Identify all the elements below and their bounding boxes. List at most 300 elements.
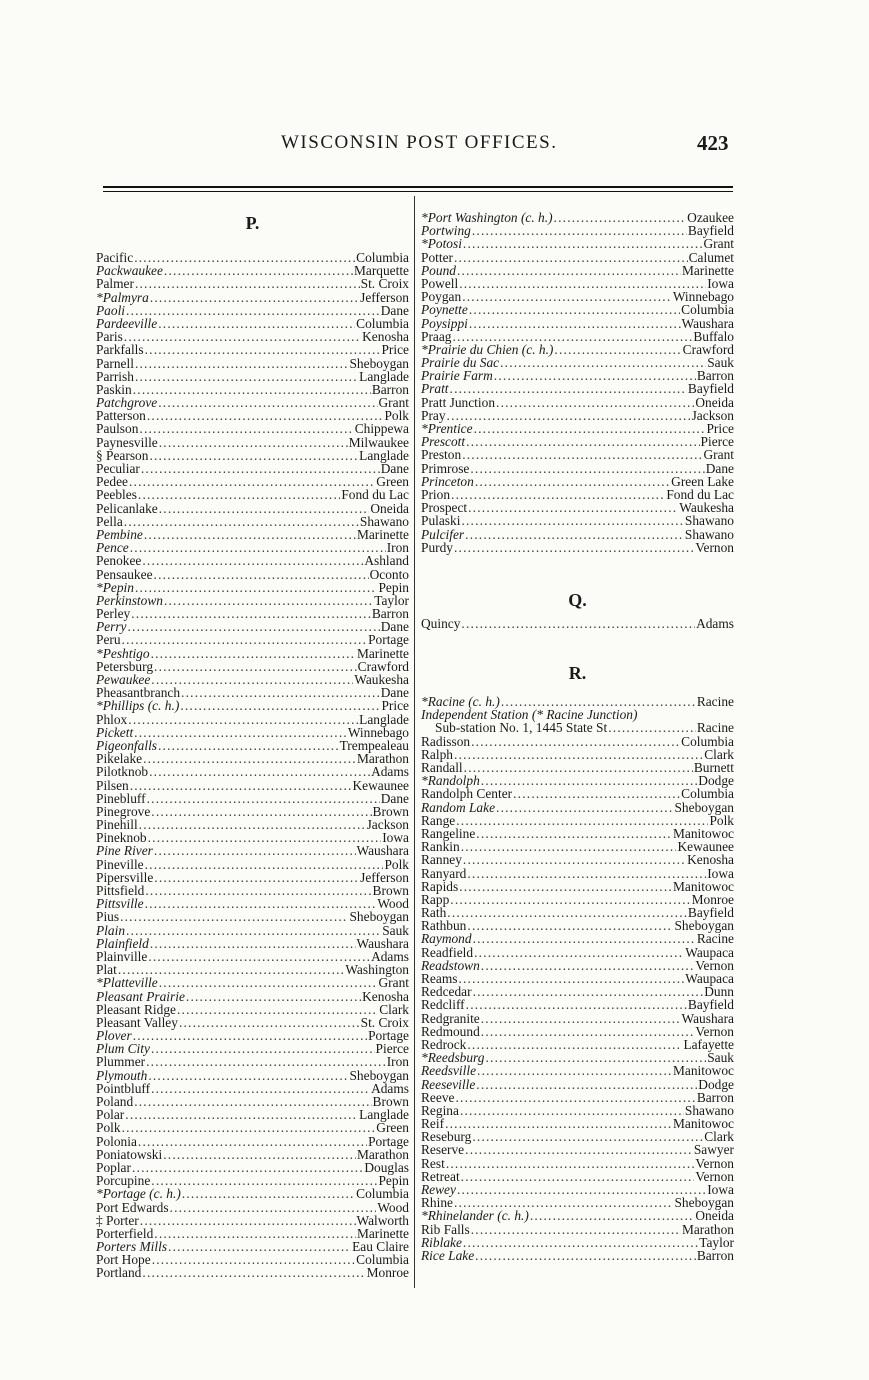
county-name: Langlade bbox=[359, 711, 409, 727]
county-name: Oneida bbox=[370, 500, 409, 516]
county-name: Portage bbox=[368, 1028, 409, 1044]
county-name: Barron bbox=[696, 1089, 734, 1105]
post-office-entry bbox=[421, 251, 734, 264]
dot-leader bbox=[133, 383, 371, 396]
post-office-entry bbox=[96, 1148, 409, 1161]
post-office-entry bbox=[96, 1187, 409, 1200]
post-office-entry bbox=[421, 617, 734, 630]
post-office-name: Plainfield bbox=[96, 935, 149, 951]
post-office-name: Palmer bbox=[96, 276, 134, 292]
post-office-entry bbox=[96, 528, 409, 541]
dot-leader bbox=[459, 277, 706, 290]
county-name: Monroe bbox=[366, 1265, 409, 1281]
post-office-name: Pelicanlake bbox=[96, 500, 158, 516]
county-name: Langlade bbox=[359, 1107, 409, 1123]
post-office-entry bbox=[96, 1266, 409, 1279]
post-office-entry bbox=[421, 814, 734, 827]
county-name: Waushara bbox=[356, 935, 409, 951]
post-office-name: Reeseville bbox=[421, 1076, 476, 1092]
post-office-name: Rangeline bbox=[421, 825, 476, 841]
county-name: Waushara bbox=[356, 843, 409, 859]
post-office-name: Redcedar bbox=[421, 984, 472, 1000]
post-office-entry bbox=[96, 291, 409, 304]
dot-leader bbox=[513, 787, 680, 800]
post-office-name: *Potosi bbox=[421, 236, 462, 252]
post-office-name: Quincy bbox=[421, 615, 461, 631]
dot-leader bbox=[450, 893, 690, 906]
dot-leader bbox=[463, 853, 686, 866]
county-name: Kewaunee bbox=[352, 777, 409, 793]
post-office-name: Randall bbox=[421, 760, 463, 775]
post-office-entry bbox=[96, 554, 409, 567]
post-office-entry bbox=[96, 620, 409, 633]
post-office-name: Pulaski bbox=[421, 513, 461, 529]
post-office-entry bbox=[96, 462, 409, 475]
county-name: Vernon bbox=[695, 957, 734, 973]
post-office-entry bbox=[421, 880, 734, 893]
dot-leader bbox=[462, 290, 672, 303]
county-name: Adams bbox=[696, 615, 734, 631]
post-office-entry bbox=[96, 515, 409, 528]
post-office-entry bbox=[421, 1078, 734, 1091]
dot-leader bbox=[473, 985, 704, 998]
county-name: Oconto bbox=[369, 566, 409, 582]
dot-leader bbox=[481, 959, 695, 972]
dot-leader bbox=[129, 475, 375, 488]
dot-leader bbox=[126, 304, 380, 317]
column-divider bbox=[414, 196, 415, 1288]
post-office-name: *Portage (c. h.) bbox=[96, 1186, 181, 1202]
county-name: Sauk bbox=[707, 1050, 734, 1066]
dot-leader bbox=[475, 475, 670, 488]
dot-leader bbox=[151, 673, 353, 686]
county-name: Sheboygan bbox=[349, 1067, 409, 1083]
county-name: Iron bbox=[386, 540, 409, 556]
dot-leader bbox=[182, 1187, 355, 1200]
county-name: Adams bbox=[371, 1080, 409, 1096]
post-office-name: *Peshtigo bbox=[96, 645, 150, 661]
county-name: Pepin bbox=[378, 1173, 409, 1189]
post-office-name: Parkfalls bbox=[96, 342, 144, 358]
post-office-name: Pineville bbox=[96, 856, 144, 872]
post-office-name: Ranyard bbox=[421, 865, 467, 881]
dot-leader bbox=[164, 594, 373, 607]
county-name: Portage bbox=[368, 632, 409, 648]
post-office-name: Prairie du Sac bbox=[421, 355, 500, 371]
dot-leader bbox=[144, 528, 356, 541]
post-office-entry bbox=[421, 1170, 734, 1183]
post-office-entry bbox=[96, 1082, 409, 1095]
p-continued-list bbox=[421, 211, 734, 554]
post-office-name: Praag bbox=[421, 328, 452, 344]
post-office-name: Redrock bbox=[421, 1036, 467, 1052]
county-name: Columbia bbox=[681, 302, 734, 318]
dot-leader bbox=[464, 761, 693, 774]
post-office-name: *Rhinelander (c. h.) bbox=[421, 1208, 529, 1224]
post-office-name: Polonia bbox=[96, 1133, 137, 1149]
post-office-entry bbox=[96, 647, 409, 660]
post-office-entry bbox=[96, 370, 409, 383]
dot-leader bbox=[128, 713, 358, 726]
county-name: Manitowoc bbox=[673, 878, 734, 894]
county-name: Barron bbox=[371, 606, 409, 622]
dot-leader bbox=[154, 844, 356, 857]
county-name: Fond du Lac bbox=[341, 487, 409, 503]
dot-leader bbox=[132, 1161, 363, 1174]
county-name: Portage bbox=[368, 1133, 409, 1149]
dot-leader bbox=[455, 1091, 695, 1104]
county-name: Vernon bbox=[695, 1168, 734, 1184]
county-name: Vernon bbox=[695, 539, 734, 555]
post-office-entry bbox=[96, 910, 409, 923]
post-office-entry bbox=[421, 1236, 734, 1249]
county-name: Barron bbox=[696, 1247, 734, 1263]
post-office-name: Poygan bbox=[421, 289, 462, 305]
post-office-name: Pipersville bbox=[96, 869, 154, 885]
dot-leader bbox=[463, 237, 703, 250]
county-name: Manitowoc bbox=[673, 1063, 734, 1079]
county-name: Taylor bbox=[374, 592, 409, 608]
county-name: Kenosha bbox=[362, 988, 409, 1004]
dot-leader bbox=[145, 858, 384, 871]
county-name: Polk bbox=[384, 856, 409, 872]
dot-leader bbox=[469, 303, 680, 316]
county-name: Jefferson bbox=[360, 869, 409, 885]
county-name: Grant bbox=[703, 236, 734, 252]
post-office-entry bbox=[421, 1209, 734, 1222]
post-office-name: Potter bbox=[421, 249, 453, 265]
post-office-entry bbox=[96, 607, 409, 620]
county-name: Taylor bbox=[699, 1234, 734, 1250]
post-office-name: Plum City bbox=[96, 1041, 150, 1057]
dot-leader bbox=[142, 554, 363, 567]
post-office-entry bbox=[421, 1157, 734, 1170]
county-name: Iowa bbox=[382, 830, 409, 846]
post-office-entry bbox=[96, 541, 409, 554]
post-office-name: Regina bbox=[421, 1102, 459, 1118]
county-name: St. Croix bbox=[360, 1014, 409, 1030]
post-office-entry bbox=[421, 330, 734, 343]
county-name: Douglas bbox=[364, 1159, 409, 1175]
dot-leader bbox=[181, 686, 380, 699]
post-office-name: Pacific bbox=[96, 250, 134, 265]
post-office-entry bbox=[421, 528, 734, 541]
county-name: Pepin bbox=[378, 579, 409, 595]
dot-leader bbox=[138, 488, 340, 501]
dot-leader bbox=[148, 831, 382, 844]
post-office-name: Pittsfield bbox=[96, 883, 145, 898]
county-name: Calumet bbox=[688, 249, 734, 265]
post-office-name: Rib Falls bbox=[421, 1221, 470, 1237]
county-name: Bayfield bbox=[687, 997, 734, 1013]
post-office-name: Rest bbox=[421, 1155, 445, 1171]
dot-leader bbox=[465, 528, 684, 541]
county-name: Sheboygan bbox=[674, 1195, 734, 1211]
post-office-entry bbox=[96, 422, 409, 435]
county-name: Oneida bbox=[695, 1208, 734, 1224]
post-office-name: Poplar bbox=[96, 1159, 131, 1175]
post-office-entry bbox=[96, 1253, 409, 1266]
county-name: Vernon bbox=[695, 1023, 734, 1039]
dot-leader bbox=[476, 827, 672, 840]
post-office-name: *Randolph bbox=[421, 773, 480, 789]
county-name: Adams bbox=[371, 764, 409, 780]
post-office-name: Plain bbox=[96, 922, 126, 938]
county-name: Price bbox=[381, 698, 409, 714]
county-name: Brown bbox=[372, 803, 409, 819]
dot-leader bbox=[148, 1069, 348, 1082]
post-office-name: Pray bbox=[421, 407, 446, 423]
post-office-entry bbox=[421, 1130, 734, 1143]
county-name: Shawano bbox=[684, 526, 734, 542]
dot-leader bbox=[147, 409, 384, 422]
post-office-name: *Port Washington (c. h.) bbox=[421, 210, 553, 225]
county-name: Washington bbox=[345, 962, 409, 978]
post-office-name: Pardeeville bbox=[96, 315, 158, 331]
post-office-name: Paris bbox=[96, 329, 123, 345]
post-office-name: Primrose bbox=[421, 460, 470, 476]
county-name: Kenosha bbox=[362, 329, 409, 345]
post-office-name: Reif bbox=[421, 1116, 445, 1132]
county-name: Walworth bbox=[356, 1212, 409, 1228]
post-office-name: Poniatowski bbox=[96, 1146, 163, 1162]
post-office-entry bbox=[421, 1012, 734, 1025]
county-name: Iowa bbox=[707, 865, 734, 881]
post-office-entry bbox=[96, 488, 409, 501]
post-office-name: Range bbox=[421, 812, 456, 828]
post-office-name: Independent Station (* Racine Junction) bbox=[421, 707, 638, 723]
post-office-name: Pineknob bbox=[96, 830, 147, 846]
post-office-name: Port Hope bbox=[96, 1252, 151, 1268]
post-office-name: Raymond bbox=[421, 931, 472, 947]
dot-leader bbox=[141, 462, 380, 475]
county-name: Pierce bbox=[700, 434, 734, 450]
county-name: Marathon bbox=[356, 751, 409, 767]
dot-leader bbox=[122, 633, 368, 646]
dot-leader bbox=[608, 721, 696, 734]
post-office-name: Ranney bbox=[421, 852, 462, 868]
county-name: Iron bbox=[386, 1054, 409, 1070]
post-office-entry bbox=[96, 713, 409, 726]
dot-leader bbox=[465, 1143, 693, 1156]
county-name: Sheboygan bbox=[349, 909, 409, 925]
post-office-entry bbox=[421, 317, 734, 330]
county-name: Waushara bbox=[681, 315, 734, 331]
post-office-name: Peru bbox=[96, 632, 121, 648]
post-office-name: Pound bbox=[421, 262, 456, 278]
post-office-name: Powell bbox=[421, 275, 459, 291]
post-office-entry bbox=[96, 343, 409, 356]
post-office-name: Pius bbox=[96, 909, 120, 925]
county-name: Bayfield bbox=[687, 905, 734, 921]
dot-leader bbox=[474, 422, 706, 435]
dot-leader bbox=[463, 1236, 698, 1249]
dot-leader bbox=[454, 251, 688, 264]
county-name: Jackson bbox=[691, 407, 734, 423]
post-office-entry bbox=[96, 990, 409, 1003]
post-office-entry bbox=[421, 1025, 734, 1038]
dot-leader bbox=[470, 462, 704, 475]
dot-leader bbox=[468, 501, 678, 514]
dot-leader bbox=[451, 488, 665, 501]
county-name: Columbia bbox=[356, 1186, 409, 1202]
post-office-entry bbox=[96, 1016, 409, 1029]
county-name: Eau Claire bbox=[352, 1239, 409, 1255]
post-office-name: Purdy bbox=[421, 539, 453, 555]
dot-leader bbox=[494, 369, 696, 382]
dot-leader bbox=[135, 357, 349, 370]
post-office-entry bbox=[421, 1249, 734, 1262]
dot-leader bbox=[134, 251, 355, 264]
post-office-entry bbox=[421, 998, 734, 1011]
post-office-entry bbox=[96, 594, 409, 607]
post-office-entry bbox=[96, 357, 409, 370]
post-office-entry bbox=[421, 1143, 734, 1156]
dot-leader bbox=[120, 910, 348, 923]
county-name: Columbia bbox=[356, 315, 409, 331]
post-office-name: Pilotknob bbox=[96, 764, 149, 780]
county-name: Jackson bbox=[366, 817, 409, 833]
dot-leader bbox=[151, 805, 371, 818]
post-office-name: Patchgrove bbox=[96, 395, 158, 411]
post-office-name: Porterfield bbox=[96, 1225, 154, 1241]
post-office-name: Pinebluff bbox=[96, 790, 146, 806]
county-name: Brown bbox=[372, 883, 409, 898]
county-name: Milwaukee bbox=[348, 434, 409, 450]
dot-leader bbox=[496, 396, 694, 409]
county-name: Wood bbox=[377, 896, 409, 912]
right-column bbox=[421, 211, 734, 1262]
post-office-name: Polar bbox=[96, 1107, 125, 1123]
post-office-name: Redcliff bbox=[421, 997, 465, 1013]
county-name: Columbia bbox=[356, 250, 409, 265]
q-list bbox=[421, 617, 734, 630]
county-name: Manitowoc bbox=[673, 1116, 734, 1132]
county-name: Trempealeau bbox=[339, 737, 409, 753]
post-office-name: Plainville bbox=[96, 948, 148, 964]
post-office-name: § Pearson bbox=[96, 447, 149, 463]
county-name: Dane bbox=[380, 619, 409, 635]
county-name: Green bbox=[376, 474, 409, 490]
county-name: Dodge bbox=[698, 773, 734, 789]
post-office-name: Paynesville bbox=[96, 434, 158, 450]
dot-leader bbox=[130, 541, 386, 554]
dot-leader bbox=[124, 515, 359, 528]
post-office-name: Rath bbox=[421, 905, 447, 921]
post-office-name: Rankin bbox=[421, 839, 460, 855]
post-office-entry bbox=[421, 853, 734, 866]
section-letter-r: R. bbox=[568, 663, 587, 684]
county-name: Sheboygan bbox=[349, 355, 409, 371]
post-office-entry bbox=[421, 1223, 734, 1236]
dot-leader bbox=[128, 620, 380, 633]
county-name: Columbia bbox=[681, 786, 734, 802]
county-name: Wood bbox=[377, 1199, 409, 1215]
county-name: Iowa bbox=[707, 275, 734, 291]
post-office-entry bbox=[96, 699, 409, 712]
county-name: Dane bbox=[380, 461, 409, 476]
post-office-name: Packwaukee bbox=[96, 263, 163, 279]
post-office-name: Prion bbox=[421, 486, 451, 502]
post-office-name: ‡ Porter bbox=[96, 1212, 139, 1228]
county-name: Green Lake bbox=[671, 473, 734, 489]
dot-leader bbox=[135, 581, 378, 594]
dot-leader bbox=[476, 1078, 697, 1091]
post-office-name: Poland bbox=[96, 1094, 134, 1109]
dot-leader bbox=[125, 1108, 358, 1121]
post-office-name: Pleasant Prairie bbox=[96, 988, 185, 1004]
county-name: Marinette bbox=[356, 526, 409, 542]
county-name: Marinette bbox=[681, 262, 734, 278]
dot-leader bbox=[554, 343, 681, 356]
post-office-name: *Prairie du Chien (c. h.) bbox=[421, 341, 554, 357]
dot-leader bbox=[467, 867, 706, 880]
post-office-entry bbox=[96, 568, 409, 581]
dot-leader bbox=[456, 814, 708, 827]
post-office-entry bbox=[96, 844, 409, 857]
dot-leader bbox=[154, 1227, 356, 1240]
county-name: Price bbox=[381, 342, 409, 358]
county-name: Kenosha bbox=[687, 852, 734, 868]
post-office-entry bbox=[421, 462, 734, 475]
left-column bbox=[96, 251, 409, 1280]
county-name: Sawyer bbox=[693, 1142, 734, 1158]
post-office-entry bbox=[421, 787, 734, 800]
dot-leader bbox=[159, 976, 378, 989]
county-name: Bayfield bbox=[687, 381, 734, 397]
county-name: Waupaca bbox=[685, 971, 734, 986]
dot-leader bbox=[461, 514, 683, 527]
county-name: Kewaunee bbox=[677, 839, 734, 855]
post-office-name: Portland bbox=[96, 1265, 142, 1281]
post-office-name: Rapids bbox=[421, 878, 459, 894]
dot-leader bbox=[447, 409, 691, 422]
post-office-name: *Prentice bbox=[421, 421, 473, 436]
county-name: Sauk bbox=[707, 355, 734, 371]
dot-leader bbox=[135, 370, 358, 383]
post-office-entry bbox=[96, 1135, 409, 1148]
dot-leader bbox=[154, 568, 369, 581]
post-office-name: Perkinstown bbox=[96, 592, 163, 608]
dot-leader bbox=[500, 356, 706, 369]
post-office-name: Princeton bbox=[421, 473, 474, 489]
county-name: Racine bbox=[696, 720, 734, 736]
county-name: Ashland bbox=[364, 553, 409, 569]
county-name: Oneida bbox=[695, 394, 734, 410]
post-office-name: Radisson bbox=[421, 733, 471, 749]
post-office-name: Peculiar bbox=[96, 461, 140, 476]
county-name: Brown bbox=[372, 1094, 409, 1109]
post-office-entry bbox=[421, 1091, 734, 1104]
dot-leader bbox=[461, 840, 677, 853]
county-name: Grant bbox=[378, 395, 409, 411]
dot-leader bbox=[496, 801, 673, 814]
post-office-entry bbox=[96, 436, 409, 449]
post-office-entry bbox=[421, 514, 734, 527]
r-list bbox=[421, 695, 734, 1262]
dot-leader bbox=[122, 1121, 376, 1134]
post-office-entry bbox=[421, 541, 734, 554]
post-office-entry bbox=[421, 1064, 734, 1077]
dot-leader bbox=[454, 748, 703, 761]
dot-leader bbox=[151, 1042, 375, 1055]
county-name: Sheboygan bbox=[674, 918, 734, 934]
dot-leader bbox=[158, 739, 339, 752]
post-office-name: Sub-station No. 1, 1445 State St bbox=[435, 720, 608, 736]
dot-leader bbox=[458, 972, 684, 985]
county-name: Shawano bbox=[684, 513, 734, 529]
county-name: Sheboygan bbox=[674, 799, 734, 815]
